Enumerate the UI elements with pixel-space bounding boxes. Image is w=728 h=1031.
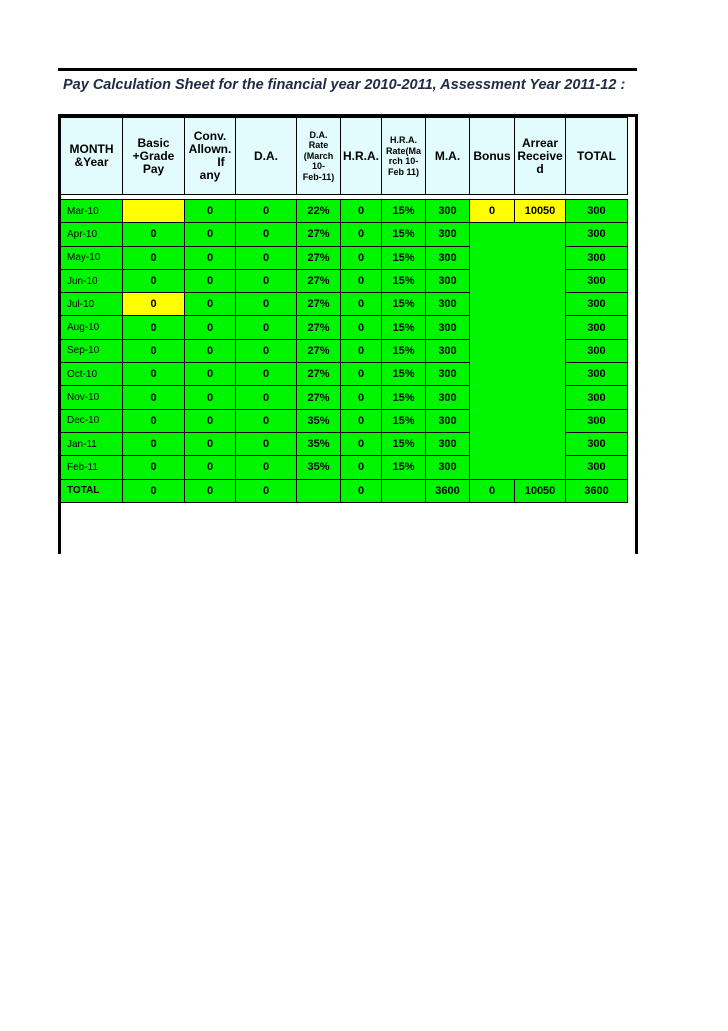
- cell-da-rate[interactable]: 27%: [297, 223, 341, 246]
- cell-conv[interactable]: 0: [185, 269, 236, 292]
- cell-total[interactable]: 300: [566, 293, 628, 316]
- cell-conv[interactable]: 0: [185, 479, 236, 502]
- table-row: [61, 200, 628, 223]
- table-right-rule: [635, 114, 638, 554]
- cell-month[interactable]: Apr-10: [61, 223, 123, 246]
- cell-total[interactable]: 300: [566, 223, 628, 246]
- cell-da-rate[interactable]: 27%: [297, 339, 341, 362]
- cell-basic[interactable]: 0: [123, 409, 185, 432]
- cell-hra[interactable]: 0: [341, 200, 382, 223]
- header-arrear: Arrear Receive d: [515, 118, 566, 195]
- cell-da-rate[interactable]: 35%: [297, 409, 341, 432]
- cell-month[interactable]: Nov-10: [61, 386, 123, 409]
- header-da-rate: D.A. Rate (March 10- Feb-11): [297, 118, 341, 195]
- cell-hra[interactable]: 0: [341, 409, 382, 432]
- cell-ma[interactable]: 300: [426, 339, 470, 362]
- cell-hra-rate[interactable]: 15%: [382, 409, 426, 432]
- cell-basic[interactable]: 0: [123, 269, 185, 292]
- cell-conv[interactable]: 0: [185, 363, 236, 386]
- cell-basic[interactable]: 0: [123, 456, 185, 479]
- cell-da[interactable]: 0: [236, 223, 297, 246]
- cell-da[interactable]: 0: [236, 246, 297, 269]
- cell-basic[interactable]: 0: [123, 432, 185, 455]
- cell-arrear[interactable]: 10050: [515, 200, 566, 223]
- cell-basic[interactable]: 0: [123, 386, 185, 409]
- header-da: D.A.: [236, 118, 297, 195]
- cell-hra[interactable]: 0: [341, 246, 382, 269]
- cell-ma[interactable]: 300: [426, 316, 470, 339]
- cell-arrear[interactable]: 10050: [515, 479, 566, 502]
- cell-total[interactable]: 300: [566, 339, 628, 362]
- cell-da[interactable]: 0: [236, 293, 297, 316]
- cell-total[interactable]: 300: [566, 386, 628, 409]
- cell-hra-rate[interactable]: 15%: [382, 316, 426, 339]
- cell-month[interactable]: Oct-10: [61, 363, 123, 386]
- cell-month[interactable]: May-10: [61, 246, 123, 269]
- cell-ma[interactable]: 300: [426, 456, 470, 479]
- cell-total[interactable]: 300: [566, 316, 628, 339]
- cell-hra-rate[interactable]: 15%: [382, 223, 426, 246]
- cell-month[interactable]: Jul-10: [61, 293, 123, 316]
- cell-da[interactable]: 0: [236, 200, 297, 223]
- cell-month: TOTAL: [61, 479, 123, 502]
- cell-hra[interactable]: 0: [341, 363, 382, 386]
- cell-hra[interactable]: 0: [341, 386, 382, 409]
- cell-bonus[interactable]: 0: [470, 200, 515, 223]
- header-hra-rate: H.R.A. Rate(Ma rch 10- Feb 11): [382, 118, 426, 195]
- cell-total[interactable]: 300: [566, 456, 628, 479]
- header-month: MONTH &Year: [61, 118, 123, 195]
- cell-basic[interactable]: 0: [123, 223, 185, 246]
- cell-ma[interactable]: 300: [426, 386, 470, 409]
- cell-ma[interactable]: 300: [426, 246, 470, 269]
- cell-hra[interactable]: 0: [341, 339, 382, 362]
- cell-total[interactable]: 300: [566, 246, 628, 269]
- cell-conv[interactable]: 0: [185, 386, 236, 409]
- cell-da-rate[interactable]: [297, 479, 341, 502]
- cell-hra[interactable]: 0: [341, 293, 382, 316]
- cell-hra-rate[interactable]: 15%: [382, 269, 426, 292]
- cell-ma[interactable]: 300: [426, 432, 470, 455]
- cell-da-rate[interactable]: 35%: [297, 456, 341, 479]
- cell-da[interactable]: 0: [236, 386, 297, 409]
- cell-ma[interactable]: 300: [426, 200, 470, 223]
- cell-month[interactable]: Jan-11: [61, 432, 123, 455]
- cell-total[interactable]: 300: [566, 363, 628, 386]
- header-row: [61, 118, 628, 195]
- cell-total[interactable]: 300: [566, 269, 628, 292]
- cell-basic[interactable]: 0: [123, 316, 185, 339]
- cell-hra[interactable]: 0: [341, 269, 382, 292]
- cell-basic[interactable]: 0: [123, 293, 185, 316]
- pay-table: [60, 117, 628, 503]
- header-bonus: Bonus: [470, 118, 515, 195]
- cell-hra-rate[interactable]: 15%: [382, 432, 426, 455]
- cell-total[interactable]: 300: [566, 200, 628, 223]
- cell-hra-rate[interactable]: [382, 479, 426, 502]
- cell-basic[interactable]: 0: [123, 363, 185, 386]
- cell-da-rate[interactable]: 27%: [297, 246, 341, 269]
- totals-row: [61, 479, 628, 502]
- cell-da[interactable]: 0: [236, 316, 297, 339]
- cell-da-rate[interactable]: 27%: [297, 363, 341, 386]
- header-hra: H.R.A.: [341, 118, 382, 195]
- cell-conv[interactable]: 0: [185, 316, 236, 339]
- cell-da[interactable]: 0: [236, 339, 297, 362]
- cell-conv[interactable]: 0: [185, 456, 236, 479]
- cell-ma[interactable]: 300: [426, 269, 470, 292]
- cell-ma[interactable]: 3600: [426, 479, 470, 502]
- cell-total[interactable]: 300: [566, 409, 628, 432]
- cell-month[interactable]: Sep-10: [61, 339, 123, 362]
- cell-conv[interactable]: 0: [185, 200, 236, 223]
- cell-da-rate[interactable]: 22%: [297, 200, 341, 223]
- cell-ma[interactable]: 300: [426, 409, 470, 432]
- cell-ma[interactable]: 300: [426, 363, 470, 386]
- cell-hra-rate[interactable]: 15%: [382, 456, 426, 479]
- cell-da[interactable]: 0: [236, 269, 297, 292]
- cell-da[interactable]: 0: [236, 456, 297, 479]
- cell-hra-rate[interactable]: 15%: [382, 293, 426, 316]
- cell-conv[interactable]: 0: [185, 293, 236, 316]
- cell-month[interactable]: Feb-11: [61, 456, 123, 479]
- cell-conv[interactable]: 0: [185, 409, 236, 432]
- cell-hra[interactable]: 0: [341, 479, 382, 502]
- cell-basic[interactable]: [123, 200, 185, 223]
- cell-hra[interactable]: 0: [341, 432, 382, 455]
- cell-ma[interactable]: 300: [426, 293, 470, 316]
- cell-da[interactable]: 0: [236, 479, 297, 502]
- cell-hra[interactable]: 0: [341, 456, 382, 479]
- cell-hra-rate[interactable]: 15%: [382, 363, 426, 386]
- cell-hra[interactable]: 0: [341, 316, 382, 339]
- header-ma: M.A.: [426, 118, 470, 195]
- cell-da-rate[interactable]: 27%: [297, 269, 341, 292]
- cell-hra-rate[interactable]: 15%: [382, 200, 426, 223]
- cell-month[interactable]: Mar-10: [61, 200, 123, 223]
- cell-basic[interactable]: 0: [123, 339, 185, 362]
- cell-basic[interactable]: 0: [123, 479, 185, 502]
- title-top-rule: [58, 68, 637, 71]
- table-row: [61, 223, 628, 246]
- cell-da-rate[interactable]: 35%: [297, 432, 341, 455]
- bonus-arrear-merged-block[interactable]: [470, 223, 566, 479]
- cell-hra-rate[interactable]: 15%: [382, 386, 426, 409]
- cell-conv[interactable]: 0: [185, 339, 236, 362]
- header-total: TOTAL: [566, 118, 628, 195]
- cell-conv[interactable]: 0: [185, 432, 236, 455]
- cell-conv[interactable]: 0: [185, 246, 236, 269]
- cell-da-rate[interactable]: 27%: [297, 293, 341, 316]
- cell-total[interactable]: 300: [566, 432, 628, 455]
- cell-total[interactable]: 3600: [566, 479, 628, 502]
- cell-hra[interactable]: 0: [341, 223, 382, 246]
- header-conv: Conv. Allown. If any: [185, 118, 236, 195]
- cell-da-rate[interactable]: 27%: [297, 386, 341, 409]
- cell-da[interactable]: 0: [236, 409, 297, 432]
- cell-conv[interactable]: 0: [185, 223, 236, 246]
- cell-hra-rate[interactable]: 15%: [382, 339, 426, 362]
- cell-bonus[interactable]: 0: [470, 479, 515, 502]
- cell-ma[interactable]: 300: [426, 223, 470, 246]
- cell-hra-rate[interactable]: 15%: [382, 246, 426, 269]
- cell-da[interactable]: 0: [236, 432, 297, 455]
- cell-da[interactable]: 0: [236, 363, 297, 386]
- header-basic: Basic +Grade Pay: [123, 118, 185, 195]
- cell-basic[interactable]: 0: [123, 246, 185, 269]
- sheet-title: Pay Calculation Sheet for the financial year 2010-2011, Assessment Year 2011-12 :: [63, 77, 626, 93]
- cell-da-rate[interactable]: 27%: [297, 316, 341, 339]
- cell-month[interactable]: Dec-10: [61, 409, 123, 432]
- cell-month[interactable]: Aug-10: [61, 316, 123, 339]
- cell-month[interactable]: Jun-10: [61, 269, 123, 292]
